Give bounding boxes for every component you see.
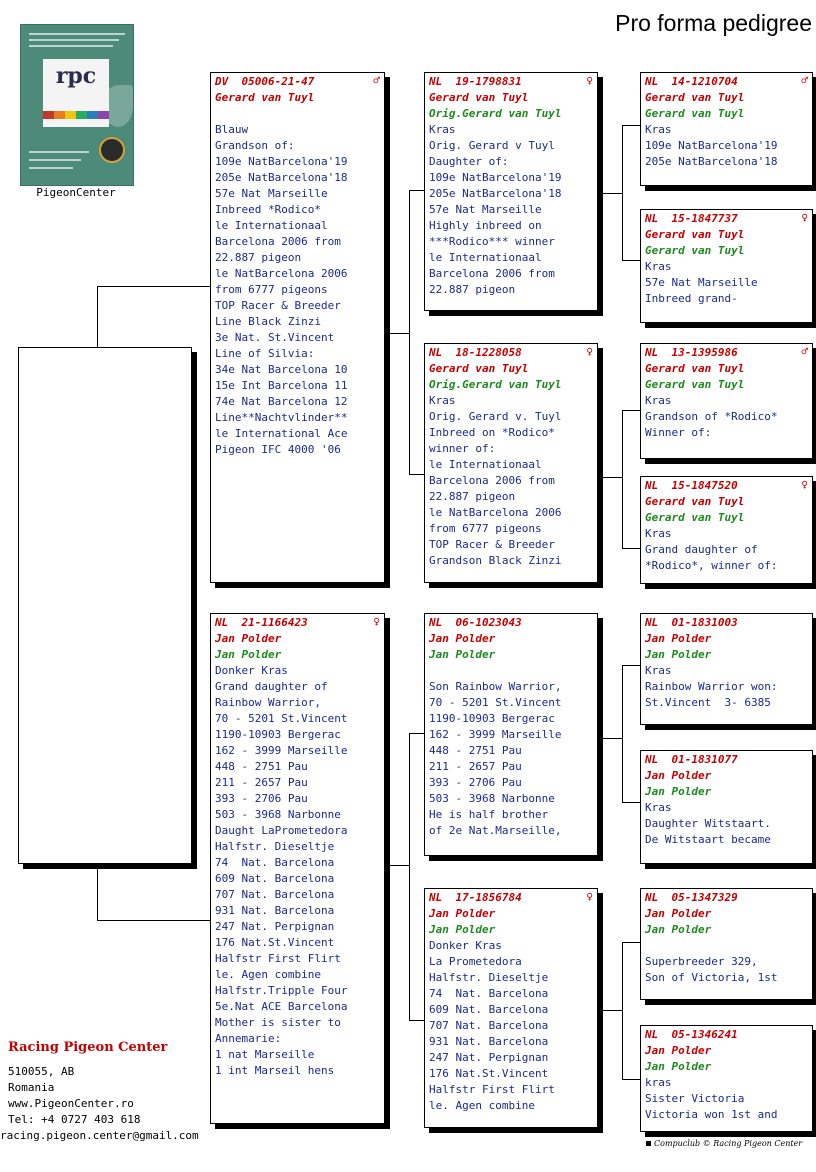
pedigree-line: Donker Kras bbox=[429, 939, 502, 952]
ring-number: NL 06-1023043 bbox=[429, 616, 522, 629]
pedigree-line: St.Vincent 3- 6385 bbox=[645, 696, 771, 709]
pedigree-line: 393 - 2706 Pau bbox=[215, 792, 308, 805]
owner-name: Gerard van Tuyl bbox=[645, 362, 745, 375]
photo-placeholder bbox=[18, 347, 192, 864]
pedigree-line: le. Agen combine bbox=[429, 1099, 535, 1112]
website-link[interactable]: www.PigeonCenter.ro bbox=[8, 1097, 134, 1110]
female-icon: ♀ bbox=[801, 211, 808, 224]
pedigree-card-sire-sire[interactable] bbox=[424, 72, 598, 311]
pedigree-card-ddd[interactable] bbox=[640, 1025, 813, 1132]
male-icon: ♂ bbox=[373, 74, 380, 87]
ring-number: NL 01-1831003 bbox=[645, 616, 738, 629]
award-badge-icon bbox=[99, 137, 125, 163]
owner-name: Jan Polder bbox=[645, 632, 712, 645]
ring-number: NL 18-1228058 bbox=[429, 346, 522, 359]
pedigree-line: le. Agen combine bbox=[215, 968, 321, 981]
pedigree-line: Kras bbox=[645, 801, 672, 814]
owner-name: Jan Polder bbox=[645, 1044, 712, 1057]
pedigree-line: 707 Nat. Barcelona bbox=[429, 1019, 549, 1032]
ring-number: DV 05006-21-47 bbox=[215, 75, 315, 88]
ring-number: NL 05-1347329 bbox=[645, 891, 738, 904]
pedigree-line: 176 Nat.St.Vincent bbox=[215, 936, 335, 949]
pedigree-line: 247 Nat. Perpignan bbox=[215, 920, 335, 933]
ring-number: NL 01-1831077 bbox=[645, 753, 738, 766]
pedigree-line: 22.887 pigeon bbox=[215, 251, 302, 264]
pedigree-line: 34e Nat Barcelona 10 bbox=[215, 363, 348, 376]
pedigree-card-dsd[interactable] bbox=[640, 750, 813, 864]
pedigree-line: 503 - 3968 Narbonne bbox=[215, 808, 341, 821]
pedigree-line: Grandson Black Zinzi bbox=[429, 554, 562, 567]
pedigree-line: Kras bbox=[429, 394, 456, 407]
pedigree-card-sdd[interactable] bbox=[640, 476, 813, 584]
logo-stripe bbox=[43, 111, 109, 119]
pedigree-line: 57e Nat Marseille bbox=[645, 276, 758, 289]
pedigree-line: 448 - 2751 Pau bbox=[215, 760, 308, 773]
pedigree-line: 393 - 2706 Pau bbox=[429, 776, 522, 789]
pedigree-line: of 2e Nat.Marseille, bbox=[429, 824, 562, 837]
male-icon: ♂ bbox=[801, 345, 808, 358]
pedigree-line: Line of Silvia: bbox=[215, 347, 315, 360]
pedigree-line bbox=[645, 938, 809, 954]
country-line: Romania bbox=[8, 1081, 55, 1094]
ring-number: NL 14-1210704 bbox=[645, 75, 738, 88]
pedigree-line: La Prometedora bbox=[429, 955, 522, 968]
female-icon: ♀ bbox=[586, 345, 593, 358]
pedigree-line: 162 - 3999 Marseille bbox=[429, 728, 562, 741]
pedigree-line: Grandson of: bbox=[215, 139, 295, 152]
female-icon: ♀ bbox=[373, 615, 380, 628]
logo-monogram: rpc bbox=[55, 63, 97, 89]
origin-breeder: Jan Polder bbox=[645, 923, 712, 936]
page-title: Pro forma pedigree bbox=[615, 10, 812, 36]
pedigree-line: 3e Nat. St.Vincent bbox=[215, 331, 335, 344]
pedigree-line: Halfstr. Dieseltje bbox=[429, 971, 549, 984]
origin-breeder: Orig.Gerard van Tuyl bbox=[429, 378, 562, 391]
owner-name: Jan Polder bbox=[645, 769, 712, 782]
pedigree-line: Grand daughter of bbox=[645, 543, 758, 556]
pedigree-line: Donker Kras bbox=[215, 664, 288, 677]
owner-name: Jan Polder bbox=[215, 632, 282, 645]
pedigree-line: 22.887 pigeon bbox=[429, 283, 516, 296]
pedigree-line: winner of: bbox=[429, 442, 496, 455]
owner-name: Gerard van Tuyl bbox=[645, 228, 745, 241]
pedigree-line: 109e NatBarcelona'19 bbox=[645, 139, 778, 152]
pedigree-line: 448 - 2751 Pau bbox=[429, 744, 522, 757]
pedigree-line: 503 - 3968 Narbonne bbox=[429, 792, 555, 805]
pedigree-line bbox=[429, 663, 594, 679]
origin-breeder: Jan Polder bbox=[645, 648, 712, 661]
compuclub-credit: Compuclub © Racing Pigeon Center bbox=[646, 1139, 802, 1148]
pedigree-line: Barcelona 2006 from bbox=[429, 267, 555, 280]
organization-name: Racing Pigeon Center bbox=[8, 1040, 168, 1055]
female-icon: ♀ bbox=[586, 890, 593, 903]
pedigree-line: 74 Nat. Barcelona bbox=[429, 987, 549, 1000]
pedigree-line: Rainbow Warrior, bbox=[215, 696, 321, 709]
pedigree-line: Sister Victoria bbox=[645, 1092, 745, 1105]
pedigree-line: 707 Nat. Barcelona bbox=[215, 888, 335, 901]
pedigree-line: Kras bbox=[645, 527, 672, 540]
pedigree-line: from 6777 pigeons bbox=[215, 283, 328, 296]
pedigree-line: le NatBarcelona 2006 bbox=[215, 267, 348, 280]
pedigree-card-dam-sire[interactable] bbox=[424, 613, 598, 856]
pedigree-line: ***Rodico*** winner bbox=[429, 235, 555, 248]
pedigree-card-dds[interactable] bbox=[640, 888, 813, 1000]
pedigree-line: 211 - 2657 Pau bbox=[429, 760, 522, 773]
pedigree-line: *Rodico*, winner of: bbox=[645, 559, 778, 572]
pedigree-line: Kras bbox=[645, 123, 672, 136]
pedigree-line: le International Ace bbox=[215, 427, 348, 440]
ring-number: NL 15-1847737 bbox=[645, 212, 738, 225]
pedigree-line: Grandson of *Rodico* bbox=[645, 410, 778, 423]
pedigree-card-sds[interactable] bbox=[640, 343, 813, 459]
pedigree-line: He is half brother bbox=[429, 808, 549, 821]
pedigree-line: 15e Int Barcelona 11 bbox=[215, 379, 348, 392]
pedigree-line: 931 Nat. Barcelona bbox=[215, 904, 335, 917]
pedigree-line: Rainbow Warrior won: bbox=[645, 680, 778, 693]
pedigree-line: 609 Nat. Barcelona bbox=[215, 872, 335, 885]
pedigree-line: 70 - 5201 St.Vincent bbox=[429, 696, 562, 709]
pedigree-line: Daughter Witstaart. bbox=[645, 817, 771, 830]
pedigree-line: Inbreed *Rodico* bbox=[215, 203, 321, 216]
owner-name: Jan Polder bbox=[645, 907, 712, 920]
pedigree-line: 22.887 pigeon bbox=[429, 490, 516, 503]
pedigree-card-sire[interactable] bbox=[210, 72, 385, 583]
phone-line: Tel: +4 0727 403 618 bbox=[8, 1113, 141, 1126]
pedigree-line: Victoria won 1st and bbox=[645, 1108, 778, 1121]
pedigree-line: Highly inbreed on bbox=[429, 219, 542, 232]
pedigree-line: 162 - 3999 Marseille bbox=[215, 744, 348, 757]
origin-breeder: Gerard van Tuyl bbox=[645, 511, 745, 524]
pedigree-line: from 6777 pigeons bbox=[429, 522, 542, 535]
owner-name: Jan Polder bbox=[429, 907, 496, 920]
pedigree-line: Daught LaPrometedora bbox=[215, 824, 348, 837]
pedigree-line: Halfstr First Flirt bbox=[429, 1083, 555, 1096]
pedigree-line: Superbreeder 329, bbox=[645, 955, 758, 968]
pedigree-line: kras bbox=[645, 1076, 672, 1089]
contact-block bbox=[0, 1040, 199, 1144]
pedigree-line: Halfstr.Tripple Four bbox=[215, 984, 348, 997]
pedigree-line: Pigeon IFC 4000 '06 bbox=[215, 443, 341, 456]
pedigree-line: Barcelona 2006 from bbox=[429, 474, 555, 487]
pedigree-line: le Internationaal bbox=[429, 458, 542, 471]
pedigree-line: 74e Nat Barcelona 12 bbox=[215, 395, 348, 408]
pedigree-line: 1190-10903 Bergerac bbox=[215, 728, 341, 741]
pedigree-card-ssd[interactable] bbox=[640, 209, 813, 323]
owner-name: Gerard van Tuyl bbox=[645, 91, 745, 104]
pedigree-line: Halfstr First Flirt bbox=[215, 952, 341, 965]
pedigree-line: Daughter of: bbox=[429, 155, 509, 168]
pedigree-line: le Internationaal bbox=[429, 251, 542, 264]
ring-number: NL 15-1847520 bbox=[645, 479, 738, 492]
pedigree-line: Inbreed on *Rodico* bbox=[429, 426, 555, 439]
pedigree-line: Grand daughter of bbox=[215, 680, 328, 693]
pedigree-line: 109e NatBarcelona'19 bbox=[429, 171, 562, 184]
origin-breeder: Jan Polder bbox=[645, 1060, 712, 1073]
pedigree-line: 57e Nat Marseille bbox=[215, 187, 328, 200]
pedigree-line: 1 int Marseil hens bbox=[215, 1064, 335, 1077]
pedigree-line: le Internationaal bbox=[215, 219, 328, 232]
pedigree-card-dam-dam[interactable] bbox=[424, 888, 598, 1128]
email-link[interactable]: racing.pigeon.center@gmail.com bbox=[0, 1129, 199, 1142]
pedigree-line: Kras bbox=[645, 260, 672, 273]
pedigree-line: Halfstr. Dieseltje bbox=[215, 840, 335, 853]
owner-name: Gerard van Tuyl bbox=[429, 91, 529, 104]
pedigree-line: Annemarie: bbox=[215, 1032, 282, 1045]
pedigree-card-dss[interactable] bbox=[640, 613, 813, 725]
pedigree-line: 211 - 2657 Pau bbox=[215, 776, 308, 789]
owner-name: Gerard van Tuyl bbox=[429, 362, 529, 375]
pedigree-line: Kras bbox=[645, 664, 672, 677]
pedigree-line: 1 nat Marseille bbox=[215, 1048, 315, 1061]
female-icon: ♀ bbox=[586, 74, 593, 87]
pedigree-line: 70 - 5201 St.Vincent bbox=[215, 712, 348, 725]
ring-number: NL 19-1798831 bbox=[429, 75, 522, 88]
pedigree-line: Son of Victoria, 1st bbox=[645, 971, 778, 984]
ring-number: NL 21-1166423 bbox=[215, 616, 308, 629]
origin-breeder: Orig.Gerard van Tuyl bbox=[429, 107, 562, 120]
ring-number: NL 05-1346241 bbox=[645, 1028, 738, 1041]
pedigree-line: 931 Nat. Barcelona bbox=[429, 1035, 549, 1048]
pedigree-line: 247 Nat. Perpignan bbox=[429, 1051, 549, 1064]
origin-breeder: Jan Polder bbox=[429, 923, 496, 936]
logo-caption: PigeonCenter bbox=[36, 186, 116, 199]
pedigree-line: Kras bbox=[645, 394, 672, 407]
pedigree-card-dam[interactable] bbox=[210, 613, 385, 1124]
pedigree-line: 205e NatBarcelona'18 bbox=[429, 187, 562, 200]
pedigree-line: 74 Nat. Barcelona bbox=[215, 856, 335, 869]
pedigree-line: 609 Nat. Barcelona bbox=[429, 1003, 549, 1016]
logo bbox=[20, 24, 134, 186]
pedigree-line: Line**Nachtvlinder** bbox=[215, 411, 348, 424]
owner-name: Gerard van Tuyl bbox=[645, 495, 745, 508]
pedigree-line: TOP Racer & Breeder bbox=[215, 299, 341, 312]
pedigree-line: 205e NatBarcelona'18 bbox=[645, 155, 778, 168]
pedigree-line: Son Rainbow Warrior, bbox=[429, 680, 562, 693]
origin-breeder: Jan Polder bbox=[215, 648, 282, 661]
ring-number: NL 17-1856784 bbox=[429, 891, 522, 904]
pedigree-card-sire-dam[interactable] bbox=[424, 343, 598, 583]
origin-breeder: Gerard van Tuyl bbox=[645, 107, 745, 120]
pedigree-line: Orig. Gerard v. Tuyl bbox=[429, 410, 562, 423]
pedigree-line: Line Black Zinzi bbox=[215, 315, 321, 328]
pedigree-line: le NatBarcelona 2006 bbox=[429, 506, 562, 519]
pedigree-line: 1190-10903 Bergerac bbox=[429, 712, 555, 725]
owner-name: Gerard van Tuyl bbox=[215, 91, 315, 104]
pedigree-line: Inbreed grand- bbox=[645, 292, 738, 305]
pedigree-line: Winner of: bbox=[645, 426, 712, 439]
origin-breeder: Gerard van Tuyl bbox=[645, 378, 745, 391]
pedigree-line: 109e NatBarcelona'19 bbox=[215, 155, 348, 168]
owner-name: Jan Polder bbox=[429, 632, 496, 645]
male-icon: ♂ bbox=[801, 74, 808, 87]
pedigree-line: Orig. Gerard v Tuyl bbox=[429, 139, 555, 152]
pedigree-line: Mother is sister to bbox=[215, 1016, 341, 1029]
pedigree-line: 205e NatBarcelona'18 bbox=[215, 171, 348, 184]
address-line: 510055, AB bbox=[8, 1065, 75, 1078]
origin-breeder: Gerard van Tuyl bbox=[645, 244, 745, 257]
pedigree-line: Kras bbox=[429, 123, 456, 136]
pedigree-line: De Witstaart became bbox=[645, 833, 771, 846]
pedigree-line: 57e Nat Marseille bbox=[429, 203, 542, 216]
origin-breeder: Jan Polder bbox=[645, 785, 712, 798]
pedigree-line: Barcelona 2006 from bbox=[215, 235, 341, 248]
pedigree-line: TOP Racer & Breeder bbox=[429, 538, 555, 551]
pedigree-line: 176 Nat.St.Vincent bbox=[429, 1067, 549, 1080]
pedigree-card-sss[interactable] bbox=[640, 72, 813, 186]
pedigree-line: 5e.Nat ACE Barcelona bbox=[215, 1000, 348, 1013]
pedigree-line bbox=[215, 106, 381, 122]
pedigree-line: Blauw bbox=[215, 123, 249, 136]
female-icon: ♀ bbox=[801, 478, 808, 491]
ring-number: NL 13-1395986 bbox=[645, 346, 738, 359]
origin-breeder: Jan Polder bbox=[429, 648, 496, 661]
